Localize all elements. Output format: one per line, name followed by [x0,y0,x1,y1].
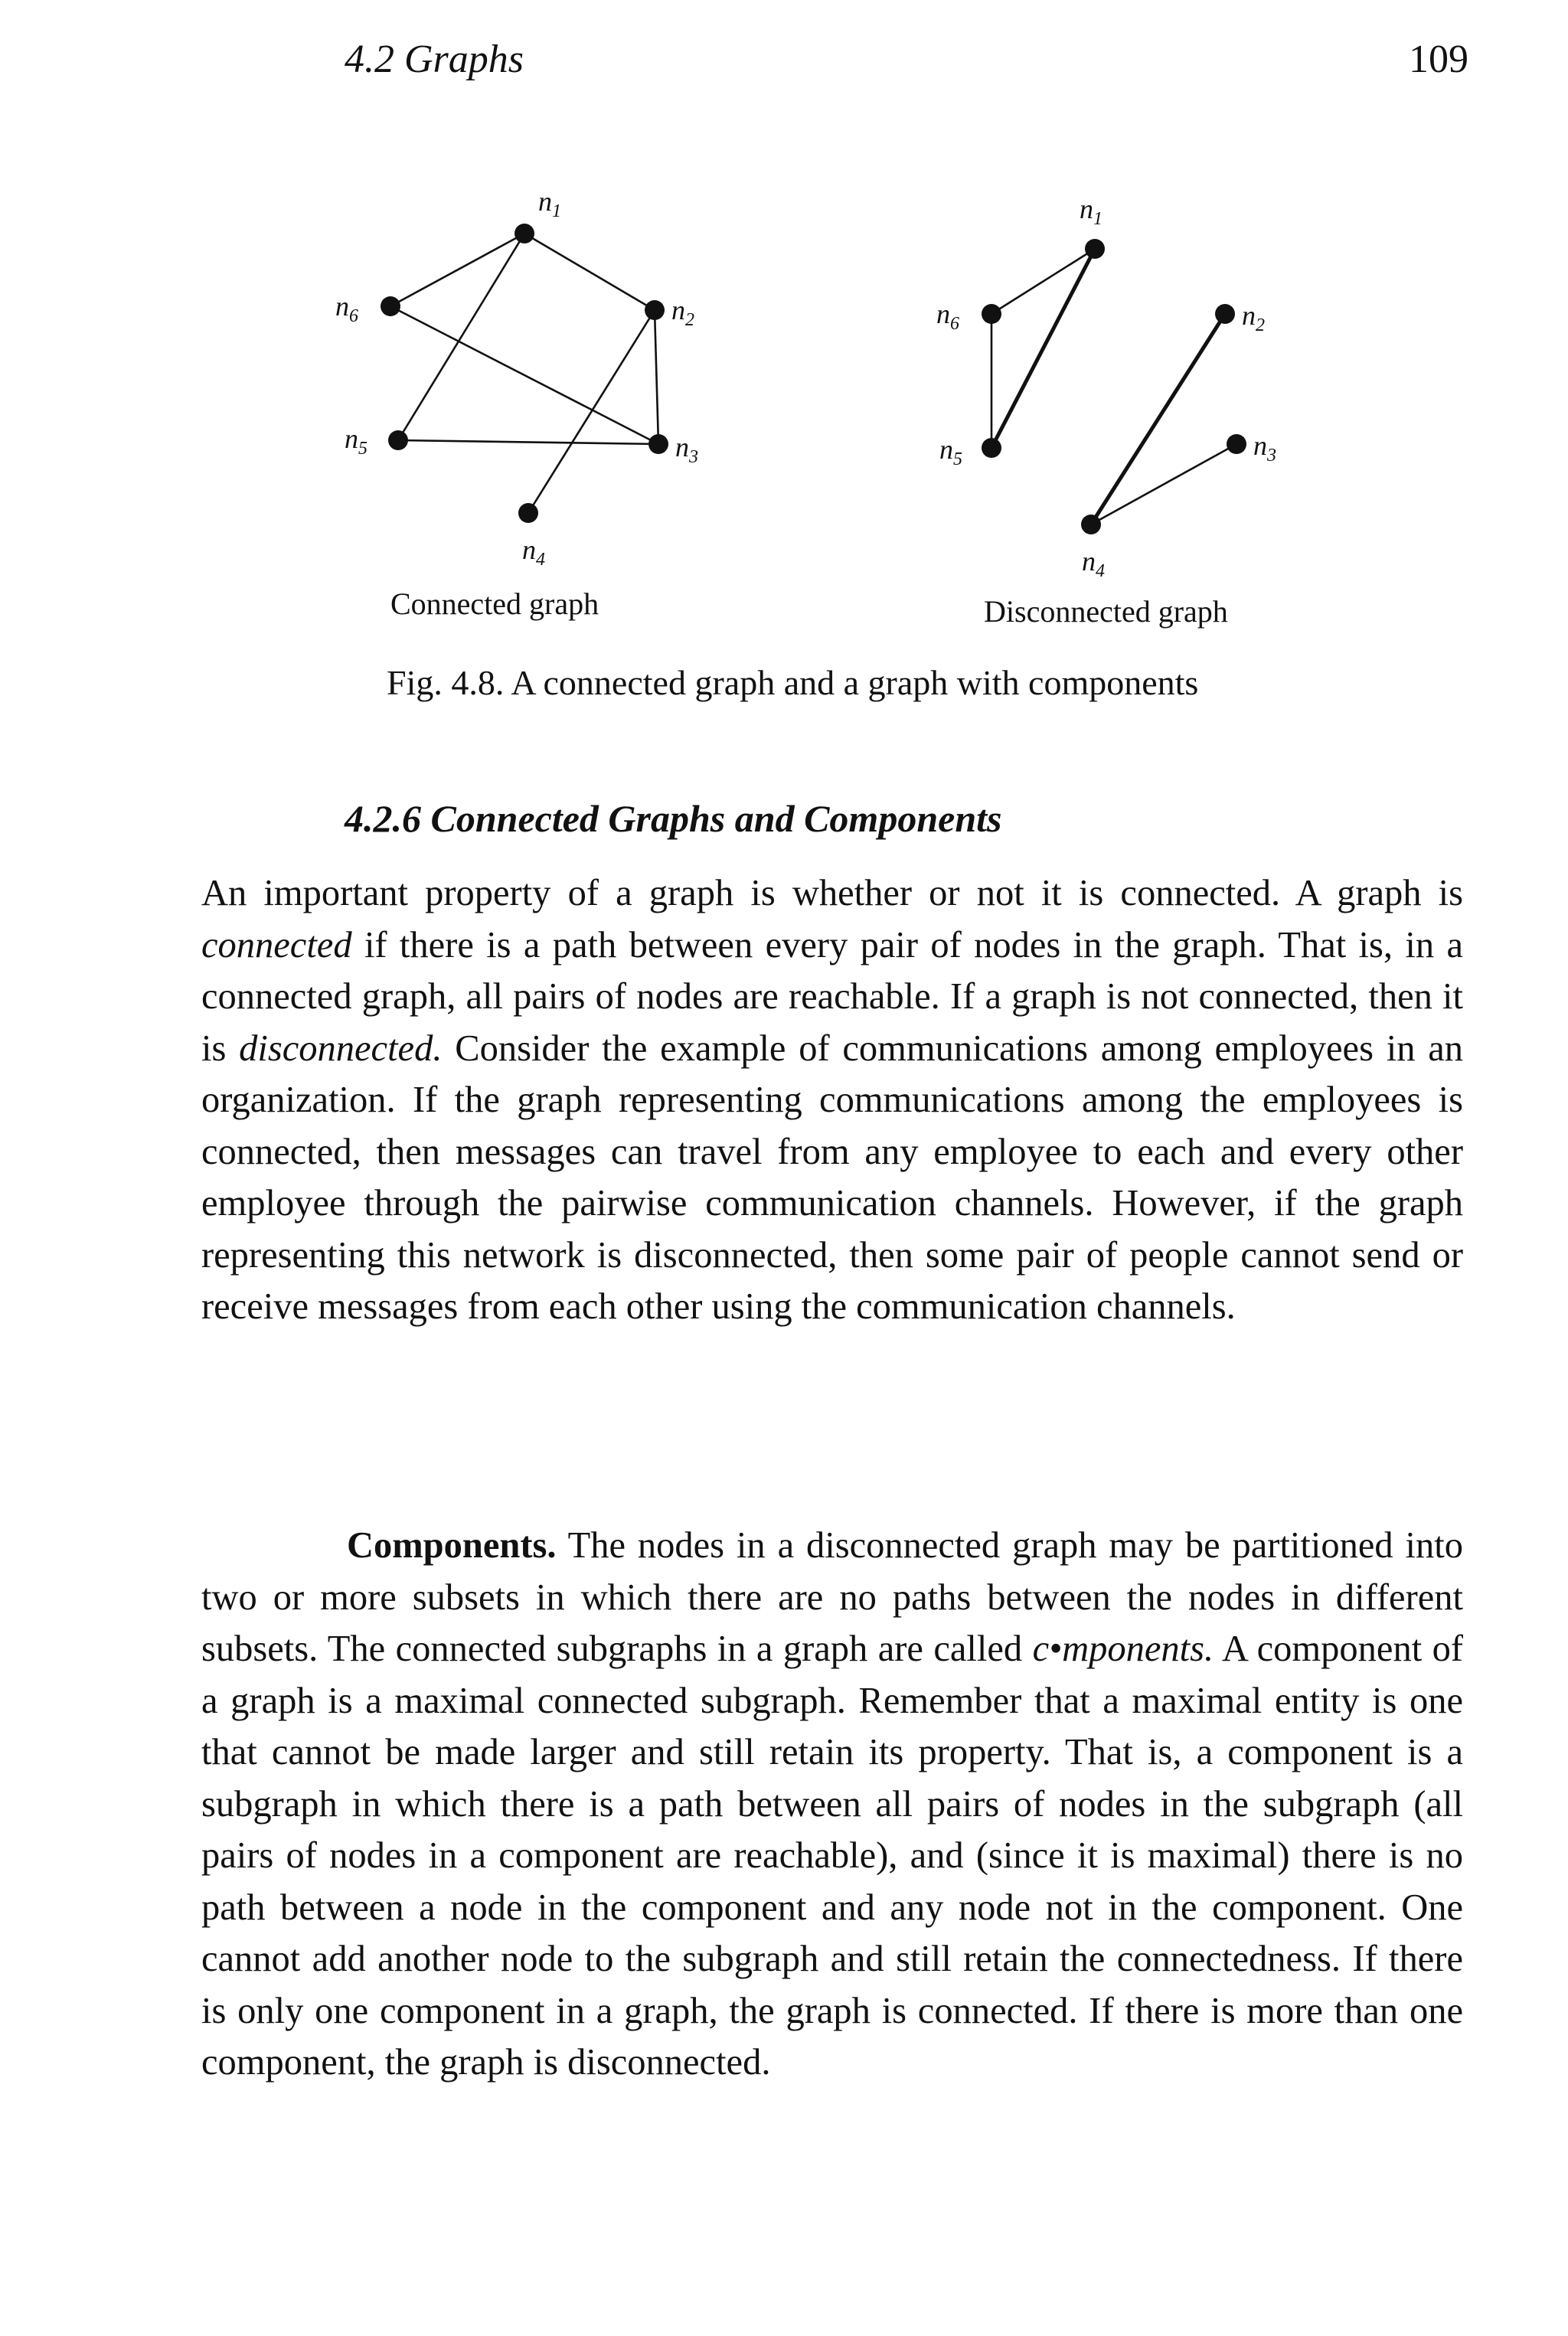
disconnected-node-n4 [1081,515,1101,534]
connected-edge-n2-n3 [655,310,658,444]
connected-node-label-n1: $n_1$ [538,186,561,221]
disconnected-node-n6 [982,304,1001,324]
connected-node-n2 [645,300,665,320]
disconnected-node-label-n2: $n_2$ [1242,300,1265,335]
connected-graph [335,186,698,570]
connected-node-label-n4: $n_4$ [522,534,545,570]
section-heading: 4.2.6 Connected Graphs and Components [345,797,1002,840]
connected-node-n5 [388,430,408,450]
disconnected-node-label-n3: $n_3$ [1253,430,1276,466]
paragraph-connected-graphs [201,867,1463,1333]
connected-node-n4 [518,503,538,523]
disconnected-node-n3 [1227,434,1246,454]
disconnected-edge-n2-n4 [1091,314,1225,524]
text-run: An important property of a graph is whether or not it is connected. A graph is [201,873,1463,913]
connected-node-label-n2: $n_2$ [671,295,694,330]
disconnected-node-label-n5: $n_5$ [939,434,962,469]
connected-edge-n6-n3 [390,306,658,444]
connected-node-label-n3: $n_3$ [675,432,698,467]
disconnected-node-n1 [1085,239,1105,259]
connected-edge-n2-n4 [528,310,655,513]
emphasized-term: c•mponents. [1032,1629,1214,1669]
paragraph-components [201,1520,1463,2089]
text-run: Consider the example of communications among employees in an organization. If the graph representing communications among the employees is connected, then messages can travel from any employee to each and every other employee through the pairwise communication channels. However, if the graph representing this network is disconnected, then some pair of people cannot send or receive messages from each other using the communication channels. [201,1028,1463,1327]
disconnected-graph [936,194,1276,581]
connected-node-label-n5: $n_5$ [345,423,368,459]
disconnected-node-n5 [982,438,1001,458]
disconnected-node-n2 [1215,304,1235,324]
connected-edge-n1-n2 [524,234,655,310]
disconnected-node-label-n4: $n_4$ [1082,546,1105,581]
emphasized-term: disconnected. [239,1028,443,1069]
text-run: A component of a graph is a maximal connected subgraph. Remember that a maximal entity is one that cannot be made larger and still retain its property. That is, a component is a subgraph in which there is a path between all pairs of nodes in the subgraph (all pairs of nodes in a component are reachable), and (since it is maximal) there is no path between a node in the component and any node not in the component. One cannot add another node to the subgraph and still retain the connectedness. If there is only one component in a graph, the graph is connected. If there is more than one component, the graph is disconnected. [201,1629,1463,2083]
text-run: if there is a path between every pair of nodes in the graph. That is, in a connected graph, all pairs of nodes are reachable. If a graph is not connected, then it is [201,924,1463,1069]
page-number: 109 [1409,38,1468,81]
connected-node-label-n6: $n_6$ [335,291,358,326]
page-header [345,37,1468,90]
connected-node-n3 [648,434,668,454]
text-run: The nodes in a disconnected graph may be partitioned into two or more subsets in which there are no paths between the nodes in different subsets. The connected subgraphs in a graph are called [201,1525,1463,1669]
figure-caption: Fig. 4.8. A connected graph and a graph with components [387,663,1199,702]
connected-edge-n6-n1 [390,234,524,306]
connected-node-n1 [514,224,534,243]
figure-4-8 [306,176,1317,651]
disconnected-edge-n4-n3 [1091,444,1236,524]
disconnected-edge-n1-n5 [991,249,1095,448]
graph-figure-svg [306,176,1317,651]
run-in-heading: Components. [347,1525,557,1566]
disconnected-node-label-n6: $n_6$ [936,299,959,334]
running-head: 4.2 Graphs [345,38,524,81]
connected-edge-n1-n5 [398,234,524,440]
disconnected-node-label-n1: $n_1$ [1080,194,1102,229]
emphasized-term: connected [201,924,352,965]
disconnected-graph-label: Disconnected graph [984,594,1228,629]
connected-node-n6 [381,296,400,316]
connected-graph-label: Connected graph [390,586,599,621]
connected-edge-n5-n3 [398,440,658,444]
